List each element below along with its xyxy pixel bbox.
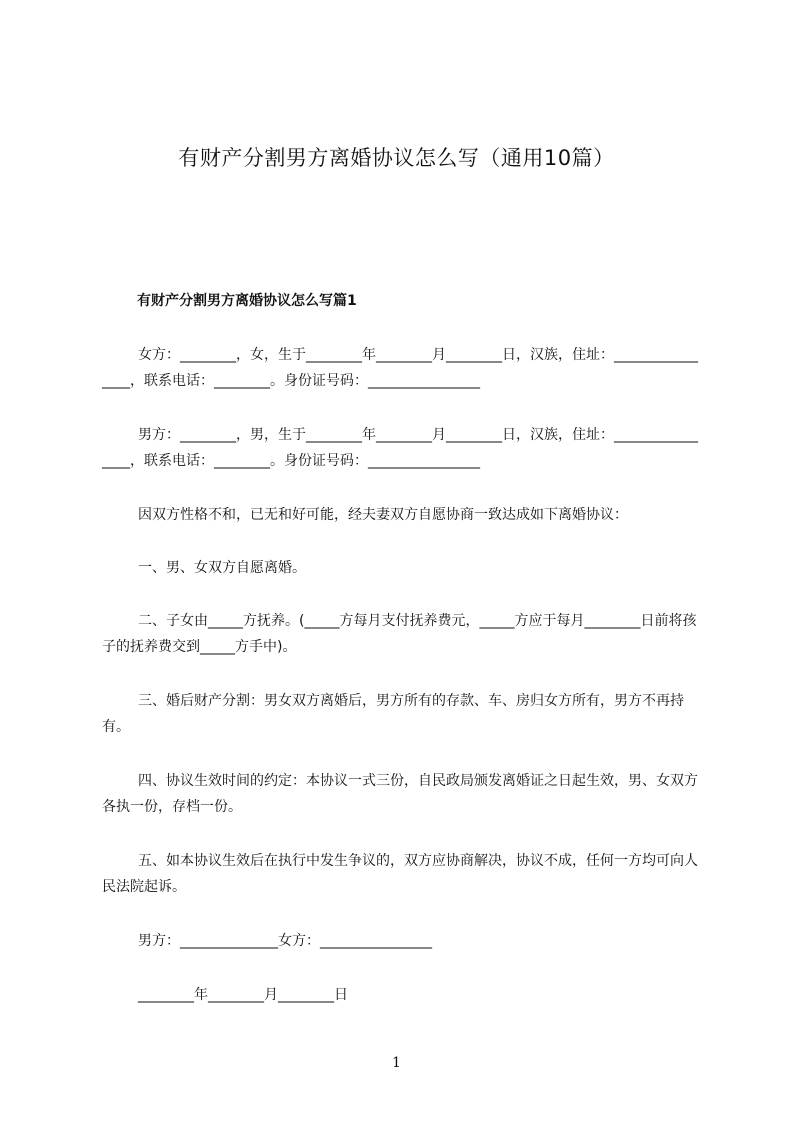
- paragraph-male-party-info: 男方：________，男，生于________年________月________日，汉族，住址：________________，联系电话：________。身份证号码：________________: [102, 427, 698, 469]
- paragraph-clause-5: 五、如本协议生效后在执行中发生争议的，双方应协商解决，协议不成，任何一方均可向人民法院起诉。: [102, 853, 698, 895]
- section-title: 有财产分割男方离婚协议怎么写篇1: [137, 293, 357, 309]
- paragraph-female-party-info: 女方：________，女，生于________年________月________日，汉族，住址：________________，联系电话：________。身份证号码：________________: [102, 347, 698, 389]
- paragraph-clause-2: 二、子女由_____方抚养。(_____方每月支付抚养费元，_____方应于每月________日前将孩子的抚养费交到_____方手中)。: [102, 613, 697, 655]
- signature-line: 男方：______________女方：________________: [138, 933, 432, 949]
- page-number: 1: [392, 1055, 401, 1071]
- paragraph-clause-4: 四、协议生效时间的约定：本协议一式三份，自民政局颁发离婚证之日起生效，男、女双方各执一份，存档一份。: [102, 773, 698, 815]
- paragraph-clause-1: 一、男、女双方自愿离婚。: [138, 560, 306, 576]
- date-line: ________年________月________日: [138, 987, 348, 1003]
- paragraph-clause-3: 三、婚后财产分割：男女双方离婚后，男方所有的存款、车、房归女方所有，男方不再持有。: [102, 693, 684, 735]
- document-title: 有财产分割男方离婚协议怎么写（通用10篇）: [178, 146, 615, 170]
- paragraph-preamble: 因双方性格不和，已无和好可能，经夫妻双方自愿协商一致达成如下离婚协议：: [138, 507, 628, 523]
